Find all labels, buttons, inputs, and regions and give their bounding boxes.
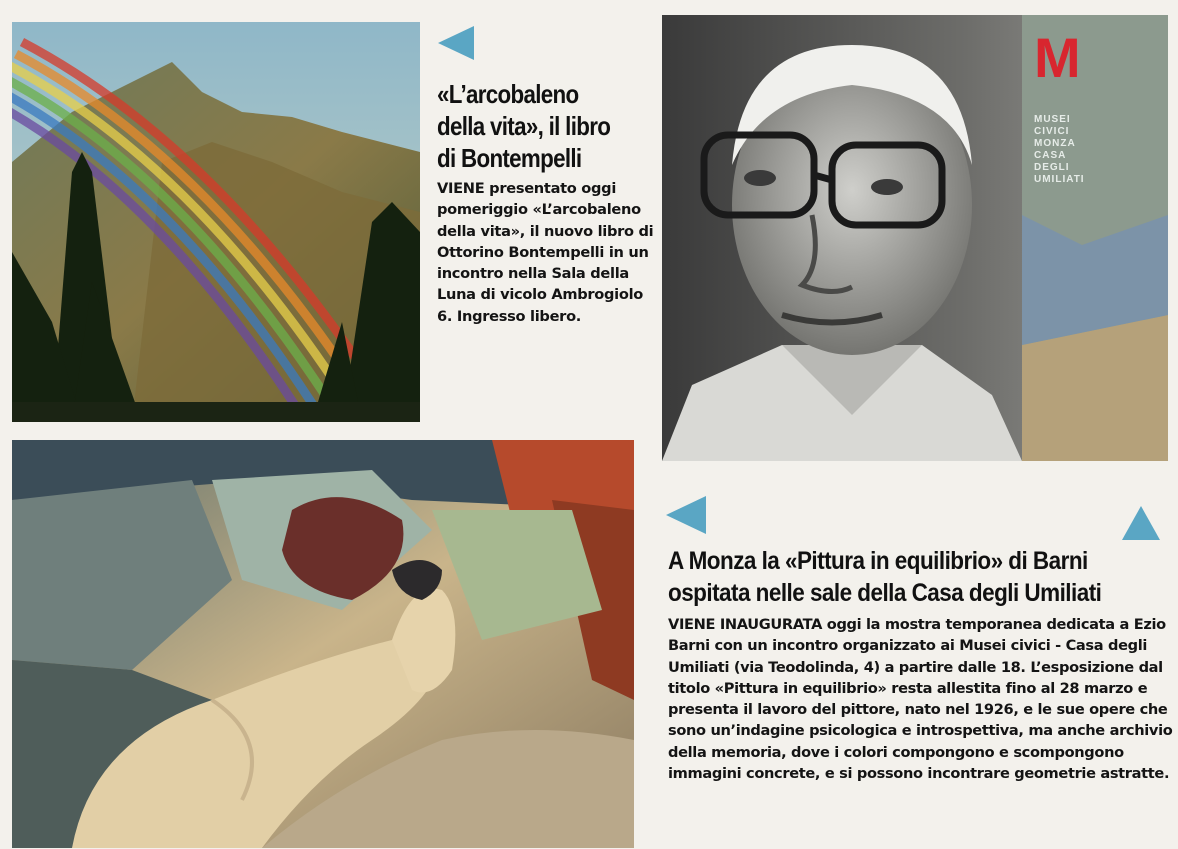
article-1-lead: VIENE xyxy=(437,180,485,197)
article-1-text: presentato oggi pomeriggio «L’arcobaleno della vita», il nuovo libro di Ottorino Bontempelli in un incontro nella Sala della Luna di vicolo Ambrogiolo 6. Ingresso libero. xyxy=(437,180,654,325)
article-2-text: oggi la mostra temporanea dedicata a Ezio Barni con un incontro organizzato ai Musei civici - Casa degli Umiliati (via Teodolinda, 4) a partire dalle 18. L’esposizione dal titolo «Pittura in equilibrio» resta allestita fino al 28 marzo e presenta il lavoro del pittore, nato nel 1926, e le sue opere che sono un’indagine psicologica e introspettiva, ma anche archivio della memoria, dove i colori compongono e scompongono immagini concrete, e si possono incontrare geometrie astratte. xyxy=(668,616,1173,783)
museum-banner-line: UMILIATI xyxy=(1034,174,1085,185)
barni-painting-photo xyxy=(12,440,634,848)
rainbow-landscape-photo xyxy=(12,22,420,422)
museum-banner-line: DEGLI xyxy=(1034,162,1070,173)
museum-banner-lines xyxy=(1034,114,1154,186)
museum-banner-line: MUSEI xyxy=(1034,114,1071,125)
arrow-up-icon xyxy=(1120,504,1162,542)
arrow-left-icon xyxy=(664,494,708,536)
museum-banner-line: CASA xyxy=(1034,150,1067,161)
museum-logo: M xyxy=(1034,26,1081,89)
article-2-lead: VIENE INAUGURATA xyxy=(668,616,823,633)
article-2-headline-line2: ospitata nelle sale della Casa degli Umiliati xyxy=(668,579,1102,607)
article-1-headline: «L’arcobaleno della vita», il libro di Bontempelli xyxy=(437,79,611,173)
article-2-body xyxy=(668,614,1173,784)
museum-banner-line: CIVICI xyxy=(1034,126,1070,137)
article-2-headline xyxy=(668,545,1172,609)
arrow-left-icon xyxy=(436,24,476,62)
museum-banner-line: MONZA xyxy=(1034,138,1076,149)
article-1-body xyxy=(437,178,657,327)
barni-portrait-photo xyxy=(662,15,1168,461)
museum-banner xyxy=(1034,26,1154,186)
article-2-headline-line1: A Monza la «Pittura in equilibrio» di Barni xyxy=(668,547,1088,575)
